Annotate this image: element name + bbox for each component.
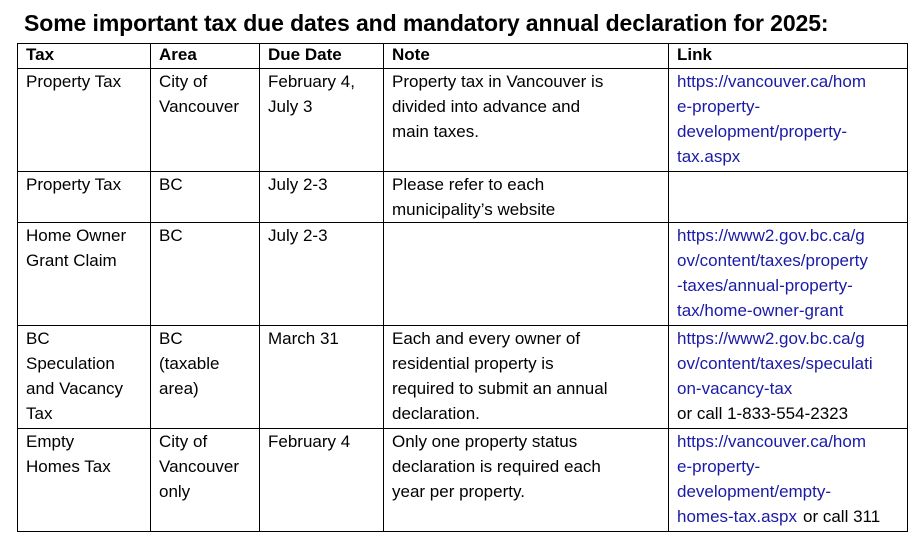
cell-due-date: February 4, July 3 (260, 69, 384, 172)
header-note: Note (384, 44, 669, 69)
cell-link-empty (669, 172, 908, 223)
cell-due-date: March 31 (260, 326, 384, 429)
cell-link (669, 223, 908, 326)
cell-tax: BC Speculation and Vacancy Tax (18, 326, 151, 429)
cell-tax: Empty Homes Tax (18, 429, 151, 532)
table-header-row (18, 44, 908, 69)
cell-due-date: July 2-3 (260, 223, 384, 326)
cell-area: BC (taxable area) (151, 326, 260, 429)
cell-tax: Home Owner Grant Claim (18, 223, 151, 326)
cell-note: Only one property status declaration is required each year per property. (384, 429, 669, 532)
cell-link (669, 69, 908, 172)
cell-due-date: July 2-3 (260, 172, 384, 223)
table-row (18, 172, 908, 223)
table-row (18, 429, 908, 532)
cell-note: Property tax in Vancouver is divided into advance and main taxes. (384, 69, 669, 172)
table-row (18, 326, 908, 429)
cell-area: City of Vancouver (151, 69, 260, 172)
cell-link (669, 326, 908, 429)
header-due-date: Due Date (260, 44, 384, 69)
cell-note: Please refer to each municipality’s website (384, 172, 669, 223)
cell-tax: Property Tax (18, 69, 151, 172)
empty-homes-tax-link[interactable]: https://vancouver.ca/hom e-property- development/empty- homes-tax.aspx (677, 432, 866, 526)
cell-area: BC (151, 223, 260, 326)
cell-link (669, 429, 908, 532)
table-row (18, 223, 908, 326)
cell-note: Each and every owner of residential property is required to submit an annual declaration. (384, 326, 669, 429)
header-tax: Tax (18, 44, 151, 69)
header-link: Link (669, 44, 908, 69)
home-owner-grant-link[interactable]: https://www2.gov.bc.ca/g ov/content/taxes/property -taxes/annual-property- tax/home-owner-grant (677, 226, 868, 320)
cell-tax: Property Tax (18, 172, 151, 223)
table-row (18, 69, 908, 172)
speculation-vacancy-tax-link[interactable]: https://www2.gov.bc.ca/g ov/content/taxes/speculati on-vacancy-tax (677, 329, 873, 398)
header-area: Area (151, 44, 260, 69)
property-tax-vancouver-link[interactable]: https://vancouver.ca/hom e-property- development/property- tax.aspx (677, 72, 866, 166)
cell-area: BC (151, 172, 260, 223)
cell-area: City of Vancouver only (151, 429, 260, 532)
phone-note: or call 311 (803, 507, 881, 526)
cell-due-date: February 4 (260, 429, 384, 532)
page-title: Some important tax due dates and mandatory annual declaration for 2025: (24, 10, 829, 36)
phone-note: or call 1-833-554-2323 (677, 404, 849, 423)
tax-due-dates-table (17, 43, 908, 532)
cell-note-empty (384, 223, 669, 326)
